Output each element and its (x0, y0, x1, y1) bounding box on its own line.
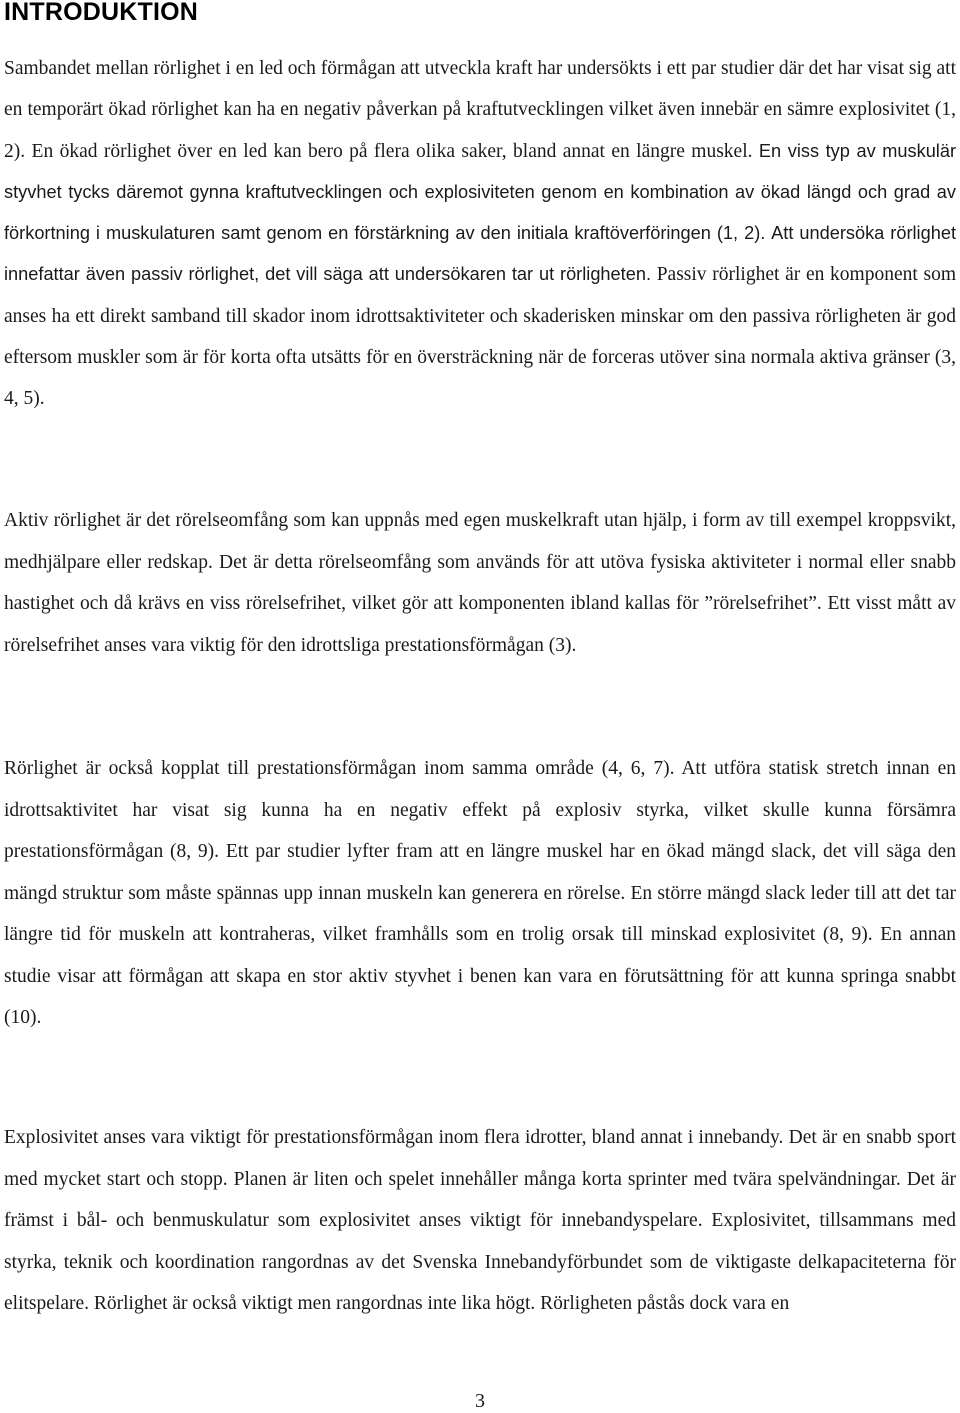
paragraph-1-sentence-2: En ökad rörlighet över en led kan bero på flera olika saker, bland annat en längre muskel. (31, 140, 753, 162)
paragraph-1-sentence-5: Passiv rörlighet är en komponent som anses ha ett direkt samband till skador inom idrottsaktiviteter och skaderisken minskar om den passiva rörligheten är god eftersom muskler som är för korta ofta utsätts för en översträckning när de forceras utöver sina normala aktiva gränser (3, 4, 5). (4, 264, 956, 410)
paragraph-1-sentence-1: Sambandet mellan rörlighet i en led och förmågan att utveckla kraft har undersökts i ett par studier där det har visat sig att en temporärt ökad rörlighet kan ha en negativ påverkan på kraftutvecklingen vilket även innebär en sämre explosivitet (1, 2). (4, 58, 956, 162)
page-number: 3 (475, 1390, 485, 1412)
paragraph-3: Rörlighet är också kopplat till prestationsförmågan inom samma område (4, 6, 7). Att utföra statisk stretch innan en idrottsaktivitet har visat sig kunna ha en negativ effekt på explosiv styrka, vilket skulle kunna försämra prestationsförmågan (8, 9). Ett par studier lyfter fram att en längre muskel har en ökad mängd slack, det vill säga den mängd struktur som måste spännas upp innan muskeln kan generera en rörelse. En större mängd slack leder till att det tar längre tid för muskeln att kontraheras, vilket framhålls som en trolig orsak till minskad explosivitet (8, 9). En annan studie visar att förmågan att skapa en stor aktiv styvhet i benen kan vara en förutsättning för att kunna springa snabbt (10). (4, 758, 956, 1028)
paragraph-1-sentence-3: En viss typ av muskulär styvhet tycks däremot gynna kraftutvecklingen och explosiviteten genom en kombination av ökad längd och grad av förkortning i muskulaturen samt genom en förstärkning av den initiala kraftöverföringen (1, 2). (4, 140, 957, 244)
paragraph-2: Aktiv rörlighet är det rörelseomfång som kan uppnås med egen muskelkraft utan hjälp, i form av till exempel kroppsvikt, medhjälpare eller redskap. Det är detta rörelseomfång som används för att utöva fysiska aktiviteter i normal eller snabb hastighet och då krävs en viss rörelsefrihet, vilket gör att komponenten ibland kallas för ”rörelsefrihet”. Ett visst mått av rörelsefrihet anses vara viktig för den idrottsliga prestationsförmågan (3). (4, 510, 956, 656)
paragraph-1-sentence-4: Att undersöka rörlighet innefattar även passiv rörlighet, det vill säga att undersökaren tar ut rörligheten. (4, 223, 956, 285)
paragraph-4: Explosivitet anses vara viktigt för prestationsförmågan inom flera idrotter, bland annat i innebandy. Det är en snabb sport med mycket start och stopp. Planen är liten och spelet innehåller många korta sprinter med tvära spelvändningar. Det är främst i bål- och benmuskulatur som explosivitet anses viktigt för innebandyspelare. Explosivitet, tillsammans med styrka, teknik och koordination rangordnas av det Svenska Innebandyförbundet som de viktigaste delkapaciteterna för elitspelare. Rörlighet är också viktigt men rangordnas inte lika högt. Rörligheten påstås dock vara en (4, 1127, 956, 1314)
paragraph-1 (4, 48, 956, 420)
section-heading: INTRODUKTION (4, 0, 199, 26)
